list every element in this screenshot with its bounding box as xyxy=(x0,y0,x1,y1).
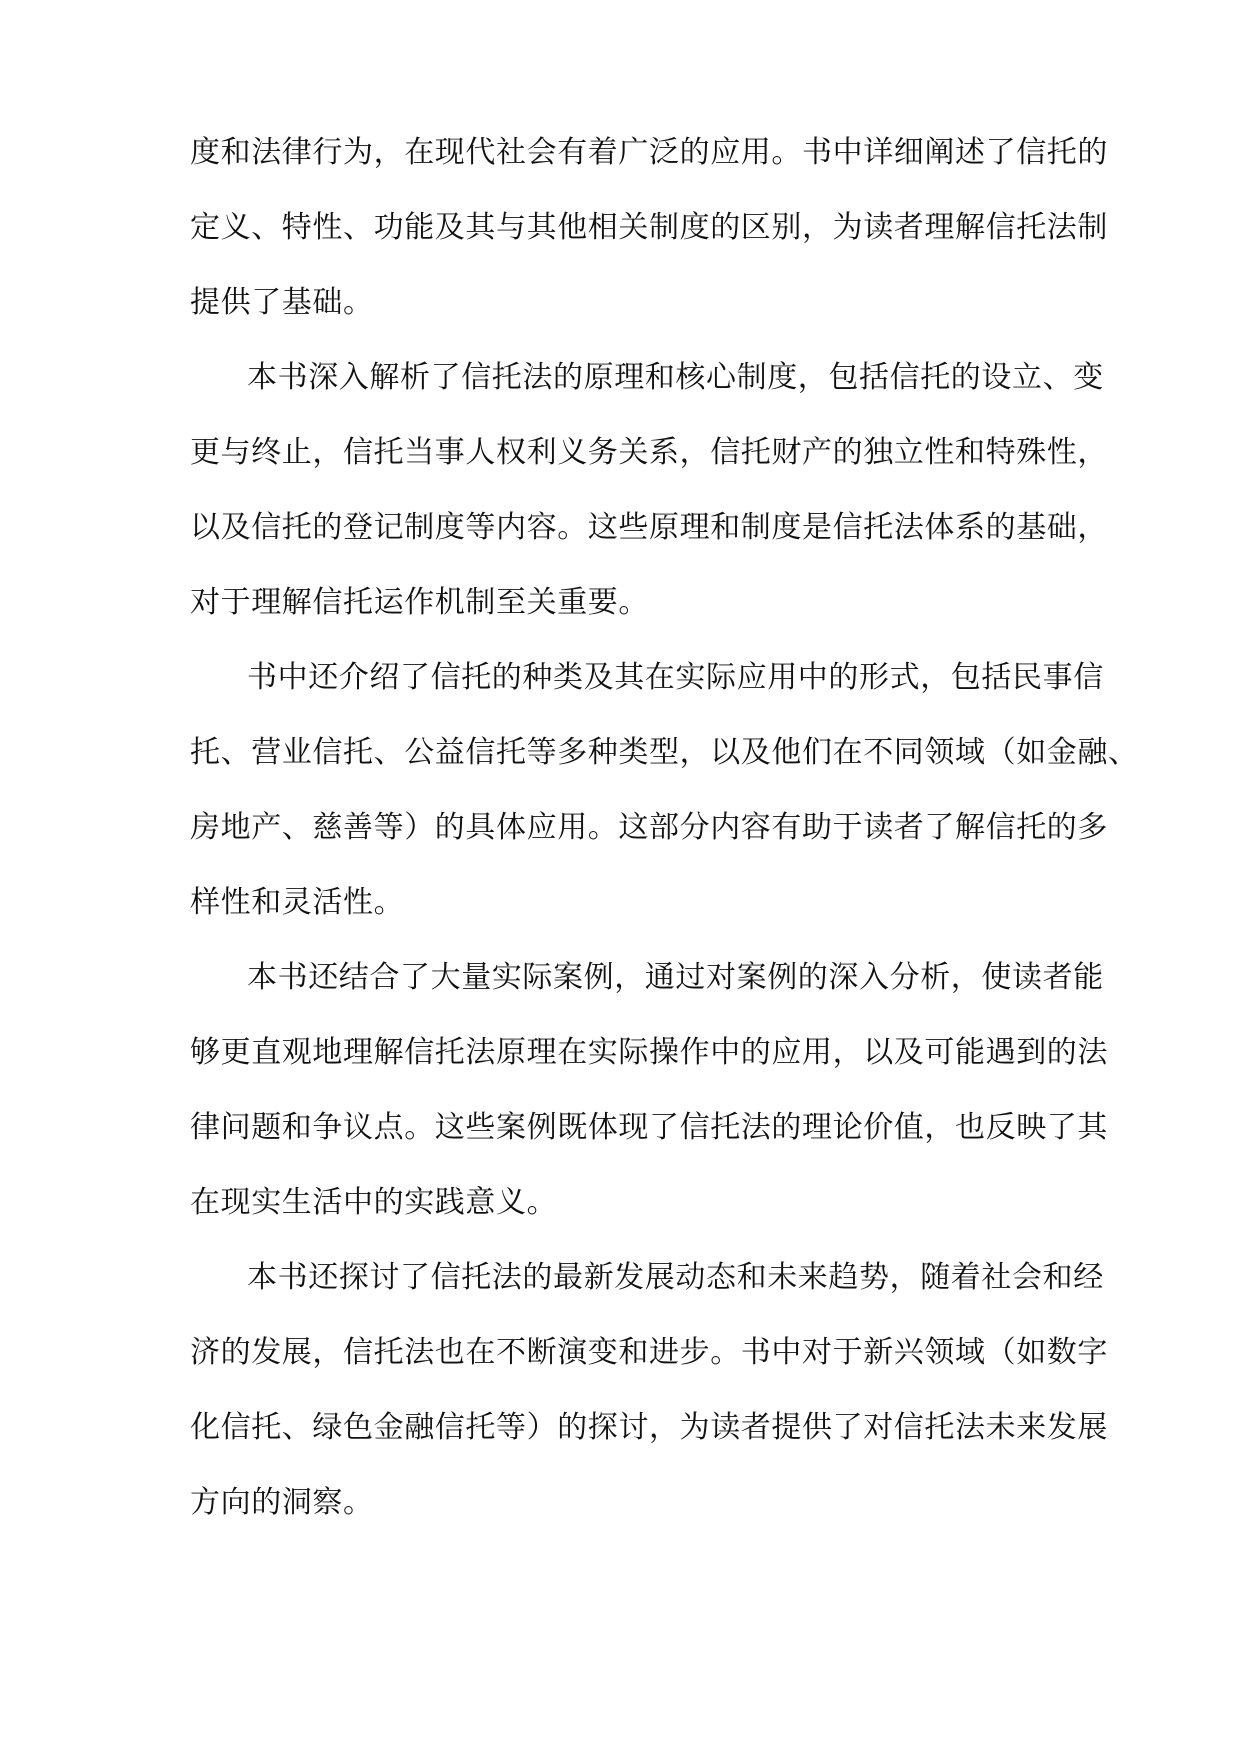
paragraph-first-line: 本书深入解析了信托法的原理和核心制度，包括信托的设立、变 xyxy=(247,360,1104,395)
text-line: 样性和灵活性。 xyxy=(190,885,405,920)
text-line: 在现实生活中的实践意义。 xyxy=(190,1185,558,1220)
text-line: 提供了基础。 xyxy=(190,285,374,320)
text-line: 以及信托的登记制度等内容。这些原理和制度是信托法体系的基础， xyxy=(190,510,1108,545)
text-line: 托、营业信托、公益信托等多种类型，以及他们在不同领域（如金融、 xyxy=(190,735,1139,770)
text-line: 房地产、慈善等）的具体应用。这部分内容有助于读者了解信托的多 xyxy=(190,810,1108,845)
text-line: 对于理解信托运作机制至关重要。 xyxy=(190,585,649,620)
text-line: 济的发展，信托法也在不断演变和进步。书中对于新兴领域（如数字 xyxy=(190,1335,1108,1370)
text-line: 方向的洞察。 xyxy=(190,1485,374,1520)
text-line: 律问题和争议点。这些案例既体现了信托法的理论价值，也反映了其 xyxy=(190,1110,1108,1145)
paragraph-first-line: 本书还结合了大量实际案例，通过对案例的深入分析，使读者能 xyxy=(247,960,1104,995)
paragraph-first-line: 本书还探讨了信托法的最新发展动态和未来趋势，随着社会和经 xyxy=(247,1260,1104,1295)
text-line: 度和法律行为，在现代社会有着广泛的应用。书中详细阐述了信托的 xyxy=(190,135,1108,170)
text-line: 化信托、绿色金融信托等）的探讨，为读者提供了对信托法未来发展 xyxy=(190,1410,1108,1445)
text-line: 定义、特性、功能及其与其他相关制度的区别，为读者理解信托法制 xyxy=(190,210,1108,245)
text-line: 更与终止，信托当事人权利义务关系，信托财产的独立性和特殊性， xyxy=(190,435,1108,470)
text-line: 够更直观地理解信托法原理在实际操作中的应用，以及可能遇到的法 xyxy=(190,1035,1108,1070)
paragraph-first-line: 书中还介绍了信托的种类及其在实际应用中的形式，包括民事信 xyxy=(247,660,1104,695)
